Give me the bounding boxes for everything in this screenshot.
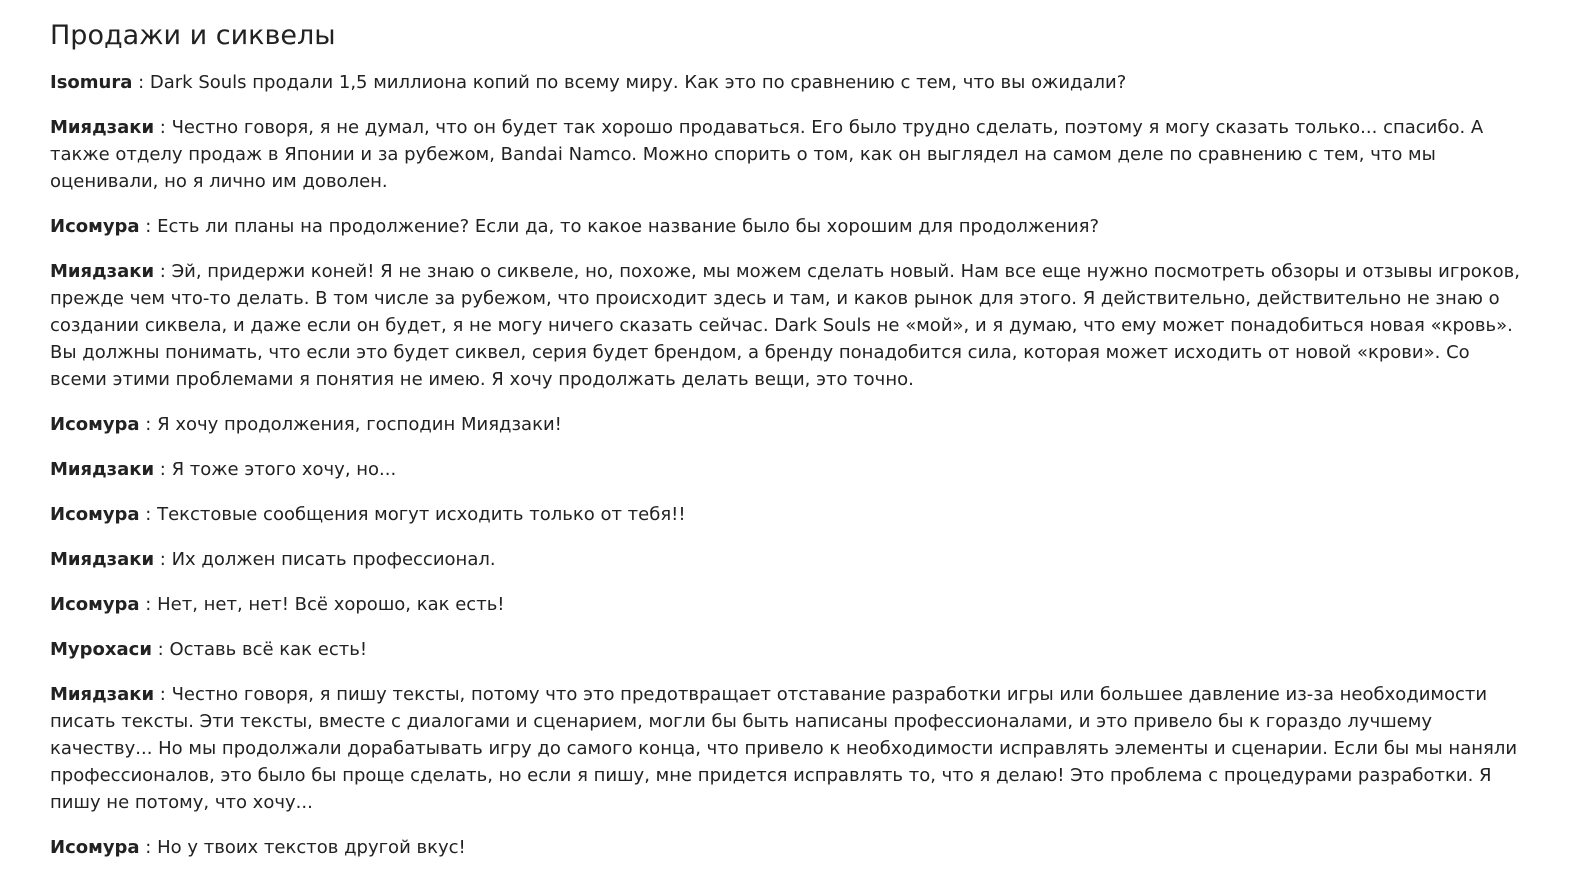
dialogue-text: Честно говоря, я пишу тексты, потому что это предотвращает отставание разработки игры или большее давление из-за необходимости писать тексты. Эти тексты, вместе с диалогами и сценарием, могли бы быть написаны профессионалами, и это привело бы к гораздо лучшему качеству... Но мы продолжали дорабатывать игру до самого конца, что привело к необходимости исправлять элементы и сценарии. Если бы мы наняли профессионалов, это было бы проще сделать, но если я пишу, мне придется исправлять то, что я делаю! Это проблема с процедурами разработки. Я пишу не потому, что хочу... [50, 684, 1518, 813]
speaker-name: Мурохаси [50, 639, 152, 660]
dialogue-text: Оставь всё как есть! [169, 639, 368, 660]
dialogue-entry [50, 834, 1520, 861]
dialogue-text: Есть ли планы на продолжение? Если да, то какое название было бы хорошим для продолжения? [157, 216, 1100, 237]
dialogue-entry [50, 636, 1520, 663]
separator: : [139, 216, 158, 237]
dialogue-entry [50, 681, 1520, 816]
dialogue-list [50, 69, 1520, 861]
speaker-name: Isomura [50, 72, 133, 93]
speaker-name: Миядзаки [50, 549, 155, 570]
dialogue-text: Эй, придержи коней! Я не знаю о сиквеле, но, похоже, мы можем сделать новый. Нам все еще нужно посмотреть обзоры и отзывы игроков, прежде чем что-то делать. В том числе за рубежом, что происходит здесь и там, и каков рынок для этого. Я действительно, действительно не знаю о создании сиквела, и даже если он будет, я не могу ничего сказать сейчас. Dark Souls не «мой», и я думаю, что ему может понадобиться новая «кровь». Вы должны понимать, что если это будет сиквел, серия будет брендом, а бренду понадобится сила, которая может исходить от новой «крови». Со всеми этими проблемами я понятия не имею. Я хочу продолжать делать вещи, это точно. [50, 261, 1520, 390]
speaker-name: Миядзаки [50, 261, 155, 282]
separator: : [132, 72, 150, 93]
section-title: Продажи и сиквелы [50, 20, 336, 51]
separator: : [154, 459, 172, 480]
speaker-name: Исомура [50, 216, 140, 237]
dialogue-entry [50, 114, 1520, 195]
dialogue-entry [50, 546, 1520, 573]
separator: : [139, 594, 158, 615]
speaker-name: Исомура [50, 504, 140, 525]
separator: : [154, 261, 172, 282]
dialogue-text: Текстовые сообщения могут исходить только от тебя!! [157, 504, 686, 525]
dialogue-text: Я хочу продолжения, господин Миядзаки! [157, 414, 562, 435]
article-content [50, 18, 1520, 879]
separator: : [154, 117, 172, 138]
separator: : [139, 504, 158, 525]
dialogue-text: Я тоже этого хочу, но... [171, 459, 397, 480]
dialogue-text: Их должен писать профессионал. [171, 549, 496, 570]
separator: : [139, 414, 158, 435]
dialogue-entry [50, 591, 1520, 618]
speaker-name: Исомура [50, 594, 140, 615]
speaker-name: Исомура [50, 837, 140, 858]
separator: : [154, 549, 172, 570]
dialogue-text: Нет, нет, нет! Всё хорошо, как есть! [157, 594, 505, 615]
dialogue-text: Dark Souls продали 1,5 миллиона копий по всему миру. Как это по сравнению с тем, что вы ожидали? [149, 72, 1127, 93]
speaker-name: Исомура [50, 414, 140, 435]
separator: : [154, 684, 172, 705]
dialogue-entry [50, 213, 1520, 240]
speaker-name: Миядзаки [50, 459, 155, 480]
dialogue-entry [50, 69, 1520, 96]
dialogue-text: Но у твоих текстов другой вкус! [157, 837, 466, 858]
dialogue-text: Честно говоря, я не думал, что он будет так хорошо продаваться. Его было трудно сделать, поэтому я могу сказать только... спасибо. А также отделу продаж в Японии и за рубежом, Bandai Namco. Можно спорить о том, как он выглядел на самом деле по сравнению с тем, что мы оценивали, но я лично им доволен. [50, 117, 1484, 192]
separator: : [151, 639, 170, 660]
dialogue-entry [50, 456, 1520, 483]
separator: : [139, 837, 158, 858]
dialogue-entry [50, 258, 1520, 393]
dialogue-entry [50, 501, 1520, 528]
speaker-name: Миядзаки [50, 684, 155, 705]
dialogue-entry [50, 411, 1520, 438]
speaker-name: Миядзаки [50, 117, 155, 138]
